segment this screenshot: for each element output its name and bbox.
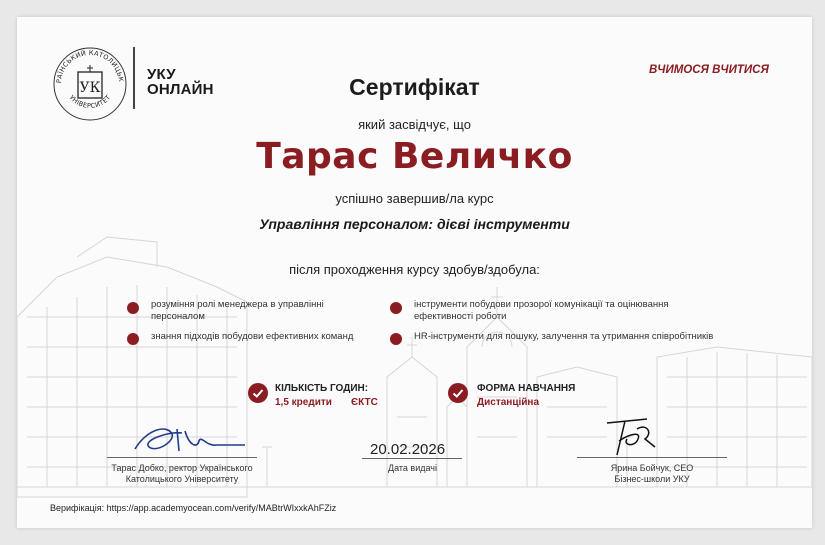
logo-line-1: УКУ [147,66,176,83]
motto: ВЧИМОСЯ ВЧИТИСЯ [649,64,769,76]
signature-line [107,457,257,458]
skill-item: інструменти побудови прозорої комунікації та оцінювання ефективності роботи [414,299,669,322]
bullet-icon [390,333,402,345]
confirms-text: який засвідчує, що [358,117,471,132]
format-value: Дистанційна [477,397,540,408]
svg-text:УНІВЕРСИТЕТ: УНІВЕРСИТЕТ [67,93,113,110]
skill-item: знання підходів побудови ефективних команд [151,331,354,342]
signer-left [87,463,277,485]
certificate [17,17,812,528]
svg-text:УК: УК [79,80,101,96]
hours-value: 1,5 кредити [275,397,332,408]
recipient-name: Тарас Величко [256,136,573,177]
completed-text: успішно завершив/ла курс [335,191,494,206]
bullet-icon [127,302,139,314]
check-icon [248,383,268,403]
certificate-title: Сертифікат [349,74,480,100]
signer-left-line-2: Католицького Університету [125,474,239,484]
acquired-text: після проходження курсу здобув/здобула: [289,262,540,277]
bullet-icon [127,333,139,345]
bullet-icon [390,302,402,314]
format-label: ФОРМА НАВЧАННЯ [477,383,576,394]
hours-unit: ЄКТС [351,397,378,408]
date-line [362,458,462,459]
signature-left [127,419,247,459]
signer-right-line-1: Ярина Бойчук, CEO [610,463,694,473]
skill-item: HR-інструменти для пошуку, залучення та утримання співробітників [414,331,714,342]
logo-line-2: ОНЛАЙН [147,81,214,98]
issue-date-label: Дата видачі [388,463,437,473]
svg-text:УКРАЇНСЬКИЙ КАТОЛИЦЬКИЙ: РАЇНСЬКИЙ КАТОЛИЦЬК [54,48,125,84]
signer-right-line-2: Бізнес-школи УКУ [614,474,690,484]
signer-right [562,463,742,485]
signer-left-line-1: Тарас Добко, ректор Українського [111,463,253,473]
signature-right [597,413,667,461]
signature-line [577,457,727,458]
course-title: Управління персоналом: дієві інструменти [259,216,570,232]
verification-link[interactable]: Верифікація: https://app.academyocean.com/verify/MABtrWIxxkAhFZiz [50,503,337,513]
skill-item: розуміння ролі менеджера в управлінні персоналом [151,299,324,322]
check-icon [448,383,468,403]
hours-label: КІЛЬКІСТЬ ГОДИН: [275,383,369,394]
issue-date: 20.02.2026 [370,441,446,458]
